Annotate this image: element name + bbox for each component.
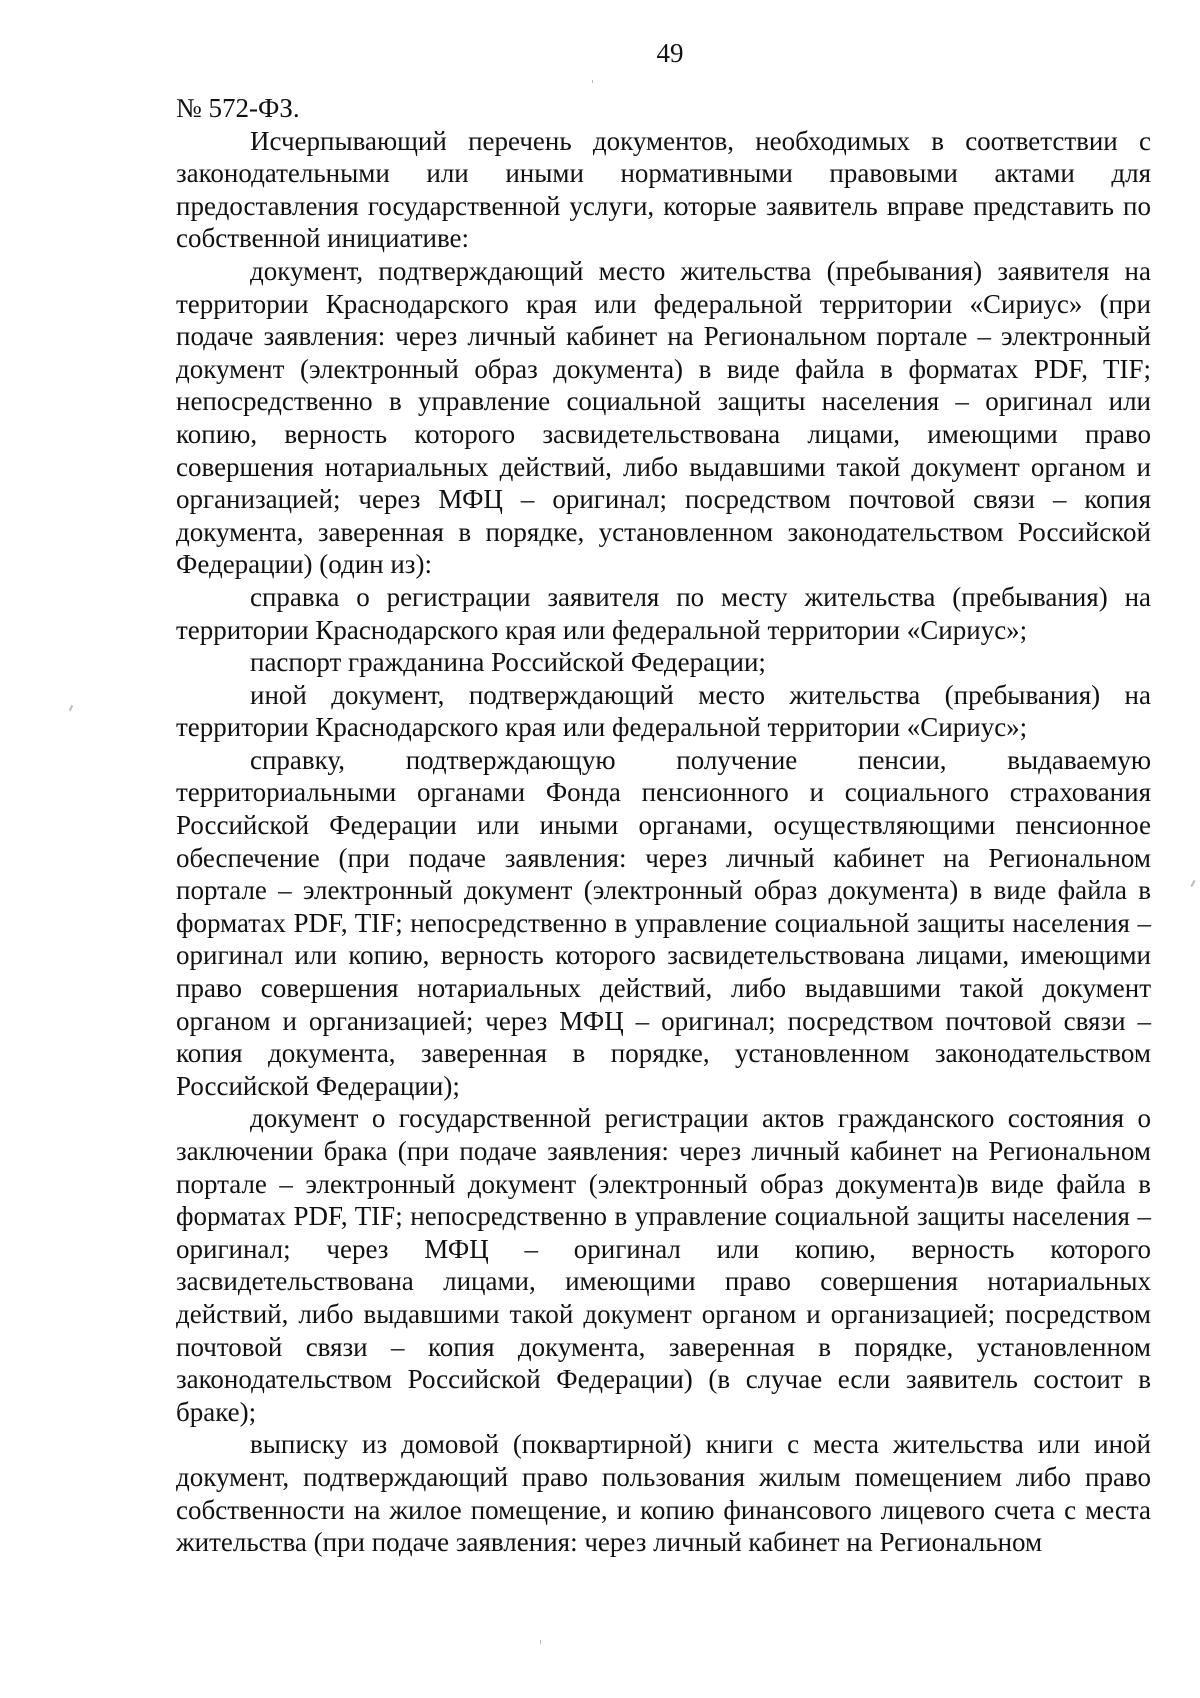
house-book-extract-paragraph: выписку из домовой (поквартирной) книги с места жительства или иной документ, подтверждающий право пользования жилым помещением либо право собственности на жилое помещение, и копию финансового лицевого счета с места жительства (при подаче заявления: через личный кабинет на Региональном bbox=[176, 1429, 1151, 1558]
marriage-registration-paragraph: документ о государственной регистрации актов гражданского состояния о заключении брака (при подаче заявления: через личный кабинет на Региональном портале – электронный документ (электронный образ документа)в виде файла в форматах PDF, TIF; непосредственно в управление социальной защиты населения – оригинал; через МФЦ – оригинал или копию, верность которого засвидетельствована лицами, имеющими право совершения нотариальных действий, либо выдавшими такой документ органом и организацией; посредством почтовой связи – копия документа, заверенная в порядке, установленном законодательством Российской Федерации) (в случае если заявитель состоит в браке); bbox=[176, 1103, 1151, 1427]
residence-document-paragraph: документ, подтверждающий место жительства (пребывания) заявителя на территории Краснодарского края или федеральной территории «Сириус» (при подаче заявления: через личный кабинет на Региональном портале – электронный документ (электронный образ документа) в виде файла в форматах PDF, TIF; непосредственно в управление социальной защиты населения – оригинал или копию, верность которого засвидетельствована лицами, имеющими право совершения нотариальных действий, либо выдавшими такой документ органом и организацией; через МФЦ – оригинал; посредством почтовой связи – копия документа, заверенная в порядке, установленном законодательством Российской Федерации) (один из): bbox=[176, 255, 1151, 580]
scan-speck bbox=[592, 80, 593, 83]
scan-speck bbox=[540, 1640, 541, 1644]
law-reference: № 572-ФЗ. bbox=[176, 93, 300, 123]
registration-certificate-item: справка о регистрации заявителя по месту жительства (пребывания) на территории Краснодарского края или федеральной территории «Сириус»; bbox=[176, 581, 1151, 645]
document-body bbox=[176, 92, 1151, 1559]
documents-list-intro: Исчерпывающий перечень документов, необходимых в соответствии с законодательными или иными нормативными правовыми актами для предоставления государственной услуги, которые заявитель вправе представить по собственной инициативе: bbox=[176, 125, 1151, 254]
other-residence-document-item: иной документ, подтверждающий место жительства (пребывания) на территории Краснодарского края или федеральной территории «Сириус»; bbox=[176, 679, 1151, 743]
page-number: 49 bbox=[656, 38, 684, 68]
passport-item: паспорт гражданина Российской Федерации; bbox=[250, 647, 766, 678]
pension-certificate-paragraph: справку, подтверждающую получение пенсии, выдаваемую территориальными органами Фонда пенсионного и социального страхования Российской Федерации или иными органами, осуществляющими пенсионное обеспечение (при подаче заявления: через личный кабинет на Региональном портале – электронный документ (электронный образ документа) в виде файла в форматах PDF, TIF; непосредственно в управление социальной защиты населения – оригинал или копию, верность которого засвидетельствована лицами, имеющими право совершения нотариальных действий, либо выдавшими такой документ органом и организацией; через МФЦ – оригинал; посредством почтовой связи – копия документа, заверенная в порядке, установленном законодательством Российской Федерации); bbox=[176, 744, 1151, 1101]
scan-speck bbox=[1190, 880, 1195, 887]
scan-speck bbox=[69, 705, 73, 711]
